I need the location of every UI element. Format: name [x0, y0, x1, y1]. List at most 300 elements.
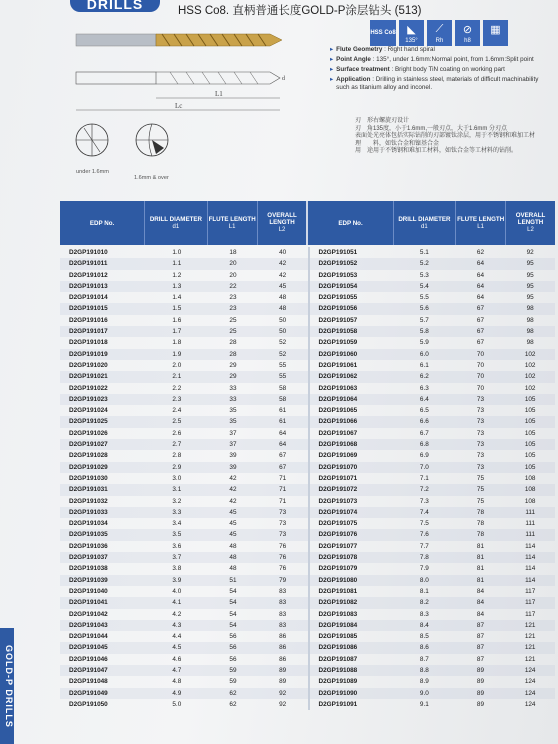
tolerance-icon: ⊘: [462, 24, 473, 36]
edp-cell: D2GP191032: [69, 497, 108, 505]
overall-length-cell: 105: [524, 395, 536, 403]
diameter-cell: 2.9: [172, 463, 182, 471]
edp-cell: D2GP191040: [69, 587, 108, 595]
diameter-cell: 1.1: [172, 260, 182, 268]
diameter-cell: 5.7: [419, 316, 429, 324]
spec-key: Surface treatment: [336, 66, 390, 73]
diameter-cell: 8.9: [419, 678, 429, 686]
overall-length-cell: 83: [279, 587, 287, 595]
flute-length-cell: 39: [229, 452, 237, 460]
overall-length-cell: 95: [526, 271, 534, 279]
table-row: [60, 462, 555, 473]
flute-length-cell: 59: [229, 666, 237, 674]
edp-cell: D2GP191078: [308, 552, 394, 563]
edp-cell: D2GP191073: [308, 496, 394, 507]
table-row: [60, 428, 555, 439]
flute-length-cell: 35: [229, 407, 237, 415]
overall-length-cell: 71: [279, 486, 287, 494]
flute-length-cell: 64: [476, 294, 485, 302]
flute-length-cell: 54: [229, 610, 237, 618]
angle-icon: ◣: [407, 24, 416, 36]
spec-row: ▸ Surface treatment : Bright body TiN coating on working part: [330, 66, 505, 73]
diameter-cell: 8.0: [419, 576, 429, 584]
diameter-cell: 5.4: [419, 282, 429, 290]
spec-row: ▸ Point Angle : 135°, under 1.6mm:Normal point, from 1.6mm:Split point: [330, 56, 534, 63]
edp-cell: D2GP191036: [69, 542, 108, 550]
flute-length-cell: 70: [476, 384, 485, 392]
overall-length-cell: 89: [279, 678, 287, 686]
edp-cell: D2GP191016: [69, 316, 108, 324]
badge-label: HSS Co8: [370, 30, 396, 36]
overall-length-cell: 102: [524, 350, 536, 358]
overall-length-cell: 92: [279, 689, 287, 697]
overall-length-cell: 48: [279, 305, 287, 313]
diameter-cell: 8.8: [419, 666, 429, 674]
overall-length-cell: 55: [279, 373, 287, 381]
col-overall: [506, 201, 555, 245]
flute-length-cell: 39: [229, 463, 237, 471]
edp-cell: D2GP191029: [69, 463, 108, 471]
overall-length-cell: 76: [279, 565, 287, 573]
table-row: [60, 575, 555, 586]
table-row: [60, 586, 555, 597]
edp-cell: D2GP191060: [308, 349, 394, 360]
edp-cell: D2GP191052: [308, 258, 394, 269]
diameter-cell: 4.3: [172, 621, 182, 629]
col-symbol: L1: [477, 223, 484, 230]
edp-cell: D2GP191057: [308, 315, 394, 326]
edp-cell: D2GP191059: [308, 337, 394, 348]
col-diameter: [394, 201, 457, 245]
edp-cell: D2GP191068: [308, 439, 394, 450]
overall-length-cell: 71: [279, 497, 287, 505]
diameter-cell: 6.0: [419, 350, 429, 358]
overall-length-cell: 95: [526, 282, 534, 290]
diameter-cell: 8.4: [419, 621, 429, 629]
col-label: EDP No.: [89, 219, 115, 227]
diameter-cell: 6.9: [419, 452, 429, 460]
edp-cell: D2GP191030: [69, 474, 108, 482]
edp-cell: D2GP191056: [308, 303, 394, 314]
flute-length-cell: 45: [229, 531, 237, 539]
col-symbol: d1: [172, 223, 180, 230]
diameter-cell: 6.4: [419, 395, 429, 403]
overall-length-cell: 111: [525, 531, 536, 539]
flute-length-cell: 73: [476, 418, 485, 426]
table-row: [60, 541, 555, 552]
overall-length-cell: 79: [279, 576, 287, 584]
diameter-cell: 4.0: [172, 587, 182, 595]
flute-length-cell: 84: [476, 599, 485, 607]
overall-length-cell: 105: [524, 441, 536, 449]
overall-length-cell: 92: [526, 249, 534, 256]
edp-cell: D2GP191021: [69, 373, 108, 381]
edp-cell: D2GP191083: [308, 609, 394, 620]
overall-length-cell: 71: [279, 474, 287, 482]
diameter-cell: 3.6: [172, 542, 182, 550]
flute-length-cell: 25: [229, 316, 237, 324]
diameter-cell: 1.8: [172, 339, 182, 347]
table-row: [60, 699, 555, 710]
flute-length-cell: 62: [229, 689, 237, 697]
hss-badge: [370, 20, 396, 46]
diameter-cell: 3.9: [172, 576, 182, 584]
flute-length-cell: 37: [229, 429, 237, 437]
overall-length-cell: 86: [279, 655, 287, 663]
diameter-cell: 5.9: [419, 339, 429, 347]
english-specs: [330, 46, 550, 94]
overall-length-cell: 98: [526, 328, 534, 336]
flute-length-cell: 87: [476, 633, 485, 641]
overall-length-cell: 102: [524, 373, 536, 381]
flute-length-cell: 20: [229, 271, 237, 279]
flute-length-cell: 42: [229, 486, 237, 494]
edp-cell: D2GP191061: [308, 360, 394, 371]
coating-icon: ▦: [490, 24, 501, 36]
overall-length-cell: 58: [279, 395, 287, 403]
edp-cell: D2GP191011: [69, 260, 108, 268]
edp-cell: D2GP191086: [308, 642, 394, 653]
diameter-cell: 4.5: [172, 644, 182, 652]
flute-length-cell: 33: [229, 395, 237, 403]
overall-length-cell: 64: [279, 429, 287, 437]
edp-cell: D2GP191035: [69, 531, 108, 539]
diameter-cell: 2.8: [172, 452, 182, 460]
diameter-cell: 7.1: [419, 474, 429, 482]
table-row: [60, 360, 555, 371]
table-row: [60, 439, 555, 450]
overall-length-cell: 124: [524, 700, 536, 708]
spec-value: Drilling in stainless steel, materials of difficult machinability such as titanium alloy and inconel.: [336, 76, 539, 91]
overall-length-cell: 76: [279, 554, 287, 562]
overall-length-cell: 42: [279, 260, 287, 268]
flute-length-cell: 29: [229, 361, 237, 369]
edp-cell: D2GP191069: [308, 450, 394, 461]
overall-length-cell: 92: [279, 700, 287, 708]
diameter-cell: 7.7: [419, 542, 429, 550]
flute-length-cell: 54: [229, 621, 237, 629]
flute-length-cell: 22: [229, 282, 237, 290]
overall-length-cell: 42: [279, 271, 287, 279]
bullet-icon: ▸: [330, 76, 334, 83]
flute-length-cell: 64: [476, 260, 485, 268]
flute-length-cell: 51: [229, 576, 237, 584]
bullet-icon: ▸: [330, 46, 334, 53]
overall-length-cell: 86: [279, 644, 287, 652]
flute-length-cell: 67: [476, 305, 485, 313]
edp-cell: D2GP191026: [69, 429, 108, 437]
overall-length-cell: 73: [279, 508, 287, 516]
table-row: [60, 529, 555, 540]
overall-length-cell: 67: [279, 452, 287, 460]
flute-length-cell: 75: [476, 497, 485, 505]
overall-length-cell: 102: [524, 384, 536, 392]
edp-cell: D2GP191042: [69, 610, 108, 618]
flute-length-cell: 59: [229, 678, 237, 686]
col-label: OVERALL LENGTH: [515, 212, 546, 226]
diameter-cell: 7.0: [419, 463, 429, 471]
table-row: [60, 383, 555, 394]
edp-cell: D2GP191077: [308, 541, 394, 552]
diameter-cell: 8.5: [419, 633, 429, 641]
table-row: [60, 496, 555, 507]
edp-cell: D2GP191015: [69, 305, 108, 313]
badge-label: Rh: [435, 38, 444, 44]
cn-spec-row: [355, 133, 545, 148]
diameter-cell: 6.5: [419, 407, 429, 415]
edp-cell: D2GP191028: [69, 452, 108, 460]
table-row: [60, 518, 555, 529]
edp-cell: D2GP191087: [308, 654, 394, 665]
diameter-cell: 3.7: [172, 554, 182, 562]
edp-cell: D2GP191023: [69, 395, 108, 403]
flute-length-cell: 48: [229, 554, 237, 562]
flute-length-cell: 67: [476, 339, 485, 347]
diameter-cell: 8.2: [419, 599, 429, 607]
caption-small: under 1.6mm: [76, 169, 109, 175]
diameter-cell: 1.0: [172, 249, 182, 256]
overall-length-cell: 108: [524, 474, 536, 482]
diameter-cell: 1.3: [172, 282, 182, 290]
overall-length-cell: 121: [524, 621, 536, 629]
col-label: OVERALL LENGTH: [267, 212, 297, 226]
col-flute: [456, 201, 506, 245]
flute-length-cell: 70: [476, 350, 485, 358]
edp-cell: D2GP191070: [308, 462, 394, 473]
cn-key: 刃 形: [355, 118, 374, 124]
edp-cell: D2GP191079: [308, 563, 394, 574]
overall-length-cell: 114: [525, 576, 536, 584]
col-symbol: L1: [228, 223, 236, 230]
edp-cell: D2GP191019: [69, 350, 108, 358]
badge-label: h8: [464, 38, 471, 44]
flute-length-cell: 81: [476, 565, 485, 573]
diameter-cell: 4.7: [172, 666, 182, 674]
edp-cell: D2GP191038: [69, 565, 108, 573]
diameter-cell: 7.8: [419, 554, 429, 562]
flute-length-cell: 87: [476, 644, 485, 652]
diameter-cell: 1.5: [172, 305, 182, 313]
table-row: [60, 507, 555, 518]
product-table: [60, 201, 555, 716]
cn-value: 光亮体包括实际钻削的刃部镀钛涂层，用于不锈钢和难加工材料，如钛合金和镍基合金: [373, 133, 536, 147]
table-row: [60, 270, 555, 281]
edp-cell: D2GP191088: [308, 665, 394, 676]
table-row: [60, 631, 555, 642]
col-label: FLUTE LENGTH: [457, 215, 505, 223]
flute-length-cell: 42: [229, 497, 237, 505]
edp-cell: D2GP191034: [69, 520, 108, 528]
flute-length-cell: 81: [476, 542, 485, 550]
overall-length-cell: 105: [524, 418, 536, 426]
overall-length-cell: 105: [524, 463, 536, 471]
diameter-cell: 1.7: [172, 328, 182, 336]
diameter-cell: 7.4: [419, 508, 429, 516]
edp-cell: D2GP191072: [308, 484, 394, 495]
flute-length-cell: 78: [476, 531, 485, 539]
table-row: [60, 349, 555, 360]
edp-cell: D2GP191049: [69, 689, 108, 697]
edp-cell: D2GP191010: [69, 249, 108, 256]
edp-cell: D2GP191045: [69, 644, 108, 652]
diameter-cell: 8.1: [419, 587, 429, 595]
overall-length-cell: 73: [279, 520, 287, 528]
diameter-cell: 7.9: [419, 565, 429, 573]
flute-length-cell: 70: [476, 361, 485, 369]
edp-cell: D2GP191041: [69, 599, 108, 607]
edp-cell: D2GP191081: [308, 586, 394, 597]
badge-label: 135°: [405, 38, 418, 44]
table-body: [60, 247, 555, 710]
col-overall: [258, 201, 309, 245]
brand-tab: DRILLS: [70, 0, 160, 12]
page-header: [70, 0, 558, 18]
diameter-cell: 1.4: [172, 294, 182, 302]
flute-length-cell: 33: [229, 384, 237, 392]
edp-cell: D2GP191076: [308, 529, 394, 540]
diameter-cell: 2.2: [172, 384, 182, 392]
cn-value: 右螺旋刃设计: [373, 118, 410, 124]
flute-length-cell: 56: [229, 633, 237, 641]
overall-length-cell: 52: [279, 339, 287, 347]
helix-badge: [427, 20, 452, 46]
overall-length-cell: 83: [279, 610, 287, 618]
col-label: DRILL DIAMETER: [149, 215, 202, 223]
tolerance-badge: [455, 20, 480, 46]
edp-cell: D2GP191074: [308, 507, 394, 518]
overall-length-cell: 50: [279, 328, 287, 336]
flute-length-cell: 25: [229, 328, 237, 336]
table-row: [60, 484, 555, 495]
diameter-cell: 7.6: [419, 531, 429, 539]
overall-length-cell: 111: [525, 520, 536, 528]
col-flute: [208, 201, 258, 245]
edp-cell: D2GP191039: [69, 576, 108, 584]
diameter-cell: 2.1: [172, 373, 182, 381]
edp-cell: D2GP191050: [69, 700, 108, 708]
edp-cell: D2GP191046: [69, 655, 108, 663]
overall-length-cell: 111: [525, 508, 536, 516]
cn-spec-row: [355, 148, 545, 156]
col-label: DRILL DIAMETER: [398, 215, 451, 223]
section-side-tab: GOLD-P DRILLS: [0, 628, 14, 744]
overall-length-cell: 105: [524, 452, 536, 460]
col-edp: [60, 201, 145, 245]
flute-length-cell: 29: [229, 373, 237, 381]
edp-cell: D2GP191075: [308, 518, 394, 529]
flute-length-cell: 48: [229, 542, 237, 550]
col-symbol: d1: [421, 223, 428, 230]
cn-value: 135度，小于1.6mm,一般刃点，大于1.6mm 分刃点: [373, 125, 508, 132]
edp-cell: D2GP191089: [308, 676, 394, 687]
diameter-cell: 1.9: [172, 350, 182, 358]
flute-length-cell: 87: [476, 621, 485, 629]
flute-length-cell: 67: [476, 316, 485, 324]
edp-cell: D2GP191085: [308, 631, 394, 642]
overall-length-cell: 114: [525, 565, 536, 573]
overall-length-cell: 40: [279, 249, 287, 256]
edp-cell: D2GP191031: [69, 486, 108, 494]
table-row: [60, 281, 555, 292]
overall-length-cell: 64: [279, 441, 287, 449]
diameter-cell: 9.0: [419, 689, 429, 697]
overall-length-cell: 86: [279, 633, 287, 641]
table-row: [60, 563, 555, 574]
edp-cell: D2GP191048: [69, 678, 108, 686]
overall-length-cell: 105: [524, 429, 536, 437]
diameter-cell: 2.3: [172, 395, 182, 403]
bullet-icon: ▸: [330, 56, 334, 63]
overall-length-cell: 98: [526, 316, 534, 324]
table-row: [60, 665, 555, 676]
diameter-cell: 3.0: [172, 474, 182, 482]
flute-length-cell: 78: [476, 520, 485, 528]
overall-length-cell: 55: [279, 361, 287, 369]
table-row: [60, 688, 555, 699]
diameter-cell: 8.6: [419, 644, 429, 652]
table-row: [60, 552, 555, 563]
edp-cell: D2GP191051: [308, 247, 394, 258]
table-row: [60, 303, 555, 314]
table-row: [60, 473, 555, 484]
flute-length-cell: 48: [229, 565, 237, 573]
flute-length-cell: 84: [476, 610, 485, 618]
spec-value: Bright body TiN coating on working part: [394, 66, 505, 73]
coating-badge: [483, 20, 508, 46]
drill-drawing: [70, 28, 290, 128]
overall-length-cell: 124: [524, 666, 536, 674]
cn-key: 用 途: [355, 148, 374, 155]
flute-length-cell: 54: [229, 599, 237, 607]
flute-length-cell: 73: [476, 429, 485, 437]
caption-large: 1.6mm & over: [134, 175, 169, 181]
flute-length-cell: 18: [229, 249, 237, 256]
flute-length-cell: 45: [229, 520, 237, 528]
flute-length-cell: 87: [476, 655, 485, 663]
diameter-cell: 7.3: [419, 497, 429, 505]
diameter-cell: 5.6: [419, 305, 429, 313]
overall-length-cell: 52: [279, 350, 287, 358]
feature-badges: [370, 20, 508, 46]
flute-length-cell: 56: [229, 644, 237, 652]
flute-length-cell: 28: [229, 350, 237, 358]
diameter-cell: 6.3: [419, 384, 429, 392]
flute-length-cell: 78: [476, 508, 485, 516]
edp-cell: D2GP191025: [69, 418, 108, 426]
col-edp: [308, 201, 393, 245]
table-row: [60, 676, 555, 687]
diameter-cell: 3.5: [172, 531, 182, 539]
diameter-cell: 2.7: [172, 441, 182, 449]
table-row: [60, 371, 555, 382]
edp-cell: D2GP191022: [69, 384, 108, 392]
flute-length-cell: 70: [476, 373, 485, 381]
diameter-cell: 3.3: [172, 508, 182, 516]
flute-length-cell: 75: [476, 486, 485, 494]
edp-cell: D2GP191047: [69, 666, 108, 674]
diameter-cell: 5.0: [172, 700, 182, 708]
flute-length-cell: 89: [476, 666, 485, 674]
diameter-cell: 3.2: [172, 497, 182, 505]
flute-length-cell: 62: [229, 700, 237, 708]
overall-length-cell: 95: [526, 260, 534, 268]
flute-length-cell: 23: [229, 294, 237, 302]
edp-cell: D2GP191043: [69, 621, 108, 629]
edp-cell: D2GP191063: [308, 383, 394, 394]
spec-value: Right hand spiral: [387, 46, 435, 53]
page-title: HSS Co8. 直柄普通长度GOLD-P涂层钻头 (513): [178, 5, 422, 17]
table-row: [60, 394, 555, 405]
